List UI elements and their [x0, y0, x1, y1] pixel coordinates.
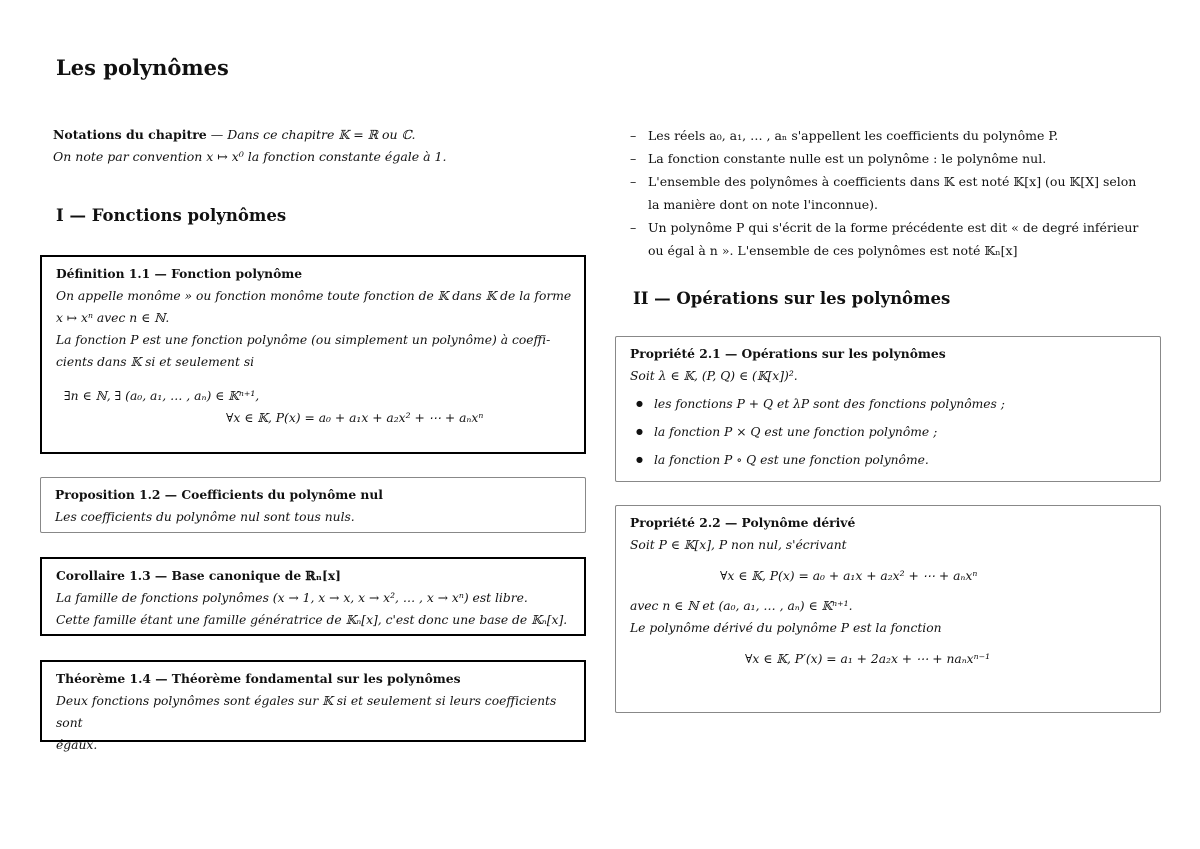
list-item: – Un polynôme P qui s'écrit de la forme précédente est dit « de degré inférieur ou égal à n ». L'ensemble de ces polynômes est noté 𝕂ₙ[x]	[630, 216, 1150, 262]
list-item: – La fonction constante nulle est un polynôme : le polynôme nul.	[630, 147, 1150, 170]
list-item: ● la fonction P ∘ Q est une fonction polynôme.	[630, 449, 1148, 471]
definition-1-1-line4: cients dans 𝕂 si et seulement si	[56, 355, 255, 369]
list-item: – Les réels a₀, a₁, … , aₙ s'appellent les coefficients du polynôme P.	[630, 124, 1150, 147]
theorem-1-4-line1: Deux fonctions polynômes sont égales sur 𝕂 si et seulement si leurs coefficients sont	[56, 694, 557, 730]
definition-1-1-heading: Définition 1.1 — Fonction polynôme	[56, 266, 303, 281]
notations-line1: — Dans ce chapitre 𝕂 = ℝ ou ℂ.	[210, 127, 416, 142]
chapter-notations	[53, 124, 593, 168]
definition-1-1-line2: x ↦ xⁿ avec n ∈ ℕ.	[56, 311, 170, 325]
property-2-1-line1: Soit λ ∈ 𝕂, (P, Q) ∈ (𝕂[x])².	[630, 369, 798, 383]
section-2-heading: II — Opérations sur les polynômes	[633, 289, 951, 308]
corollary-1-3-line1: La famille de fonctions polynômes (x → 1, x → x, x → x², … , x → xⁿ) est libre.	[56, 591, 528, 605]
proposition-1-2-line1: Les coefficients du polynôme nul sont tous nuls.	[55, 510, 355, 524]
property-2-2-line2: avec n ∈ ℕ et (a₀, a₁, … , aₙ) ∈ 𝕂ⁿ⁺¹.	[630, 599, 853, 613]
list-item: ● la fonction P × Q est une fonction polynôme ;	[630, 421, 1148, 443]
corollary-1-3-line2: Cette famille étant une famille génératrice de 𝕂ₙ[x], c'est donc une base de 𝕂ₙ[x].	[56, 613, 568, 627]
property-2-2-formula1: ∀x ∈ 𝕂, P(x) = a₀ + a₁x + a₂x² + ⋯ + aₙxⁿ	[720, 569, 978, 583]
corollary-1-3-heading: Corollaire 1.3 — Base canonique de ℝₙ[x]	[56, 568, 342, 583]
property-2-2-heading: Propriété 2.2 — Polynôme dérivé	[630, 515, 856, 530]
property-2-2-line1: Soit P ∈ 𝕂[x], P non nul, s'écrivant	[630, 538, 847, 552]
list-item: – L'ensemble des polynômes à coefficients dans 𝕂 est noté 𝕂[x] (ou 𝕂[X] selon la manière dont on note l'inconnue).	[630, 170, 1150, 216]
section-1-heading: I — Fonctions polynômes	[56, 206, 287, 225]
property-2-2-line3: Le polynôme dérivé du polynôme P est la fonction	[630, 621, 942, 635]
definition-1-1-formula1: ∃n ∈ ℕ, ∃ (a₀, a₁, … , aₙ) ∈ 𝕂ⁿ⁺¹,	[64, 389, 260, 403]
proposition-1-2	[40, 477, 586, 533]
property-2-2-formula2: ∀x ∈ 𝕂, P′(x) = a₁ + 2a₂x + ⋯ + naₙxⁿ⁻¹	[745, 652, 991, 666]
property-2-1-heading: Propriété 2.1 — Opérations sur les polynômes	[630, 346, 946, 361]
definition-1-1	[40, 255, 586, 454]
page-title: Les polynômes	[56, 55, 229, 80]
list-item: ● les fonctions P + Q et λP sont des fonctions polynômes ;	[630, 393, 1148, 415]
theorem-1-4	[40, 660, 586, 752]
corollary-1-3	[40, 557, 586, 636]
theorem-1-4-line2: égaux.	[56, 738, 98, 752]
definition-1-1-formula2: ∀x ∈ 𝕂, P(x) = a₀ + a₁x + a₂x² + ⋯ + aₙxⁿ	[226, 411, 484, 425]
definition-1-1-line3: La fonction P est une fonction polynôme (ou simplement un polynôme) à coeffi-	[56, 333, 551, 347]
polynomial-facts-list	[630, 124, 1150, 262]
theorem-1-4-heading: Théorème 1.4 — Théorème fondamental sur les polynômes	[56, 671, 461, 686]
proposition-1-2-heading: Proposition 1.2 — Coefficients du polynôme nul	[55, 487, 383, 502]
definition-1-1-line1: On appelle monôme » ou fonction monôme toute fonction de 𝕂 dans 𝕂 de la forme	[56, 289, 572, 303]
notations-line2: On note par convention x ↦ x⁰ la fonction constante égale à 1.	[53, 149, 447, 164]
property-2-1	[615, 336, 1161, 482]
property-2-2	[615, 505, 1161, 713]
notations-label: Notations du chapitre	[53, 127, 207, 142]
